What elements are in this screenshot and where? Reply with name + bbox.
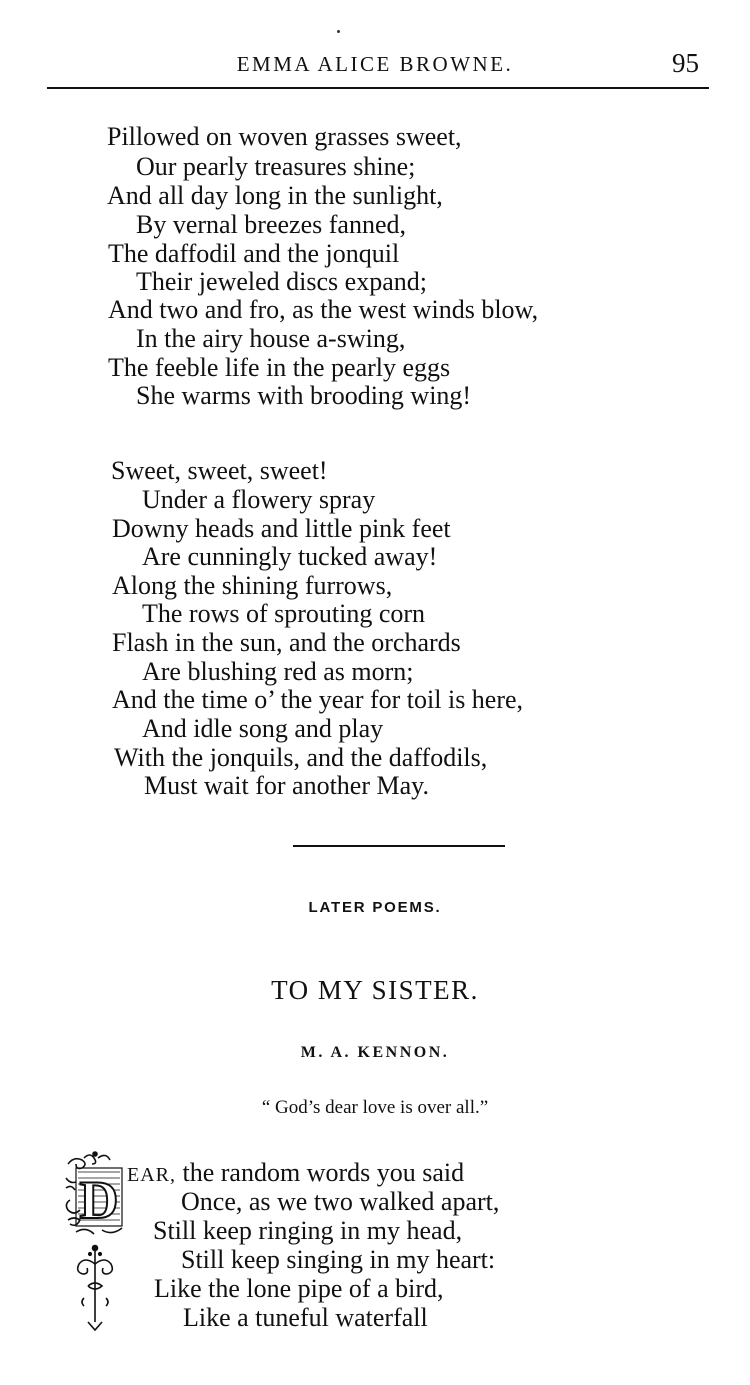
poem-line: Under a flowery spray — [142, 485, 376, 514]
poem-line: Like a tuneful waterfall — [183, 1303, 428, 1332]
poem-line: Their jeweled discs expand; — [136, 267, 427, 296]
poem-line: She warms with brooding wing! — [136, 381, 472, 410]
dropcap-letter: D — [79, 1170, 119, 1230]
poem-line: And the time o’ the year for toil is here, — [112, 685, 524, 714]
poem-line: The rows of sprouting corn — [142, 599, 426, 628]
poem-line: Along the shining furrows, — [112, 571, 393, 600]
section-divider — [293, 845, 505, 847]
poem-line: The daffodil and the jonquil — [108, 239, 400, 268]
poem-line: Downy heads and little pink feet — [112, 514, 451, 543]
poem-line: Sweet, sweet, sweet! — [111, 456, 328, 485]
header-rule — [47, 87, 709, 89]
section-heading: LATER POEMS. — [308, 899, 442, 916]
poem-line: And all day long in the sunlight, — [107, 181, 443, 210]
poem-line: The feeble life in the pearly eggs — [108, 353, 451, 382]
poem-line: Once, as we two walked apart, — [181, 1187, 500, 1216]
poem-title: TO MY SISTER. — [271, 975, 479, 1005]
poem-line: And idle song and play — [142, 714, 384, 743]
poem-line: Are cunningly tucked away! — [142, 542, 438, 571]
poem-line: By vernal breezes fanned, — [136, 210, 406, 239]
poem-line: And two and fro, as the west winds blow, — [108, 295, 539, 324]
dropcap-pendant-ornament — [72, 1242, 118, 1336]
dropcap-ornament — [62, 1150, 128, 1242]
epigraph: “ God’s dear love is over all.” — [261, 1097, 489, 1118]
poem-line: With the jonquils, and the daffodils, — [114, 743, 488, 772]
fleuron-icon — [72, 1242, 118, 1336]
poem-line: Pillowed on woven grasses sweet, — [107, 122, 462, 151]
first-word-rest: EAR, — [127, 1164, 176, 1186]
poem-line: Are blushing red as morn; — [142, 657, 414, 686]
poem-line: Flash in the sun, and the orchards — [112, 628, 461, 657]
poem-line: Still keep singing in my heart: — [181, 1245, 496, 1274]
poem-first-line — [127, 1159, 464, 1189]
first-line-rest: the random words you said — [176, 1158, 465, 1187]
poem-line: Must wait for another May. — [144, 771, 429, 800]
dropcap-scroll-icon — [62, 1150, 128, 1242]
poem-author: M. A. KENNON. — [300, 1044, 450, 1061]
poem-line: Our pearly treasures shine; — [136, 152, 416, 181]
poem-line: In the airy house a-swing, — [136, 324, 406, 353]
running-title: EMMA ALICE BROWNE. — [236, 52, 514, 76]
page-number: 95 — [672, 48, 699, 78]
top-speck — [337, 30, 340, 33]
poem-line: Like the lone pipe of a bird, — [154, 1274, 444, 1303]
poem-line: Still keep ringing in my head, — [153, 1216, 463, 1245]
